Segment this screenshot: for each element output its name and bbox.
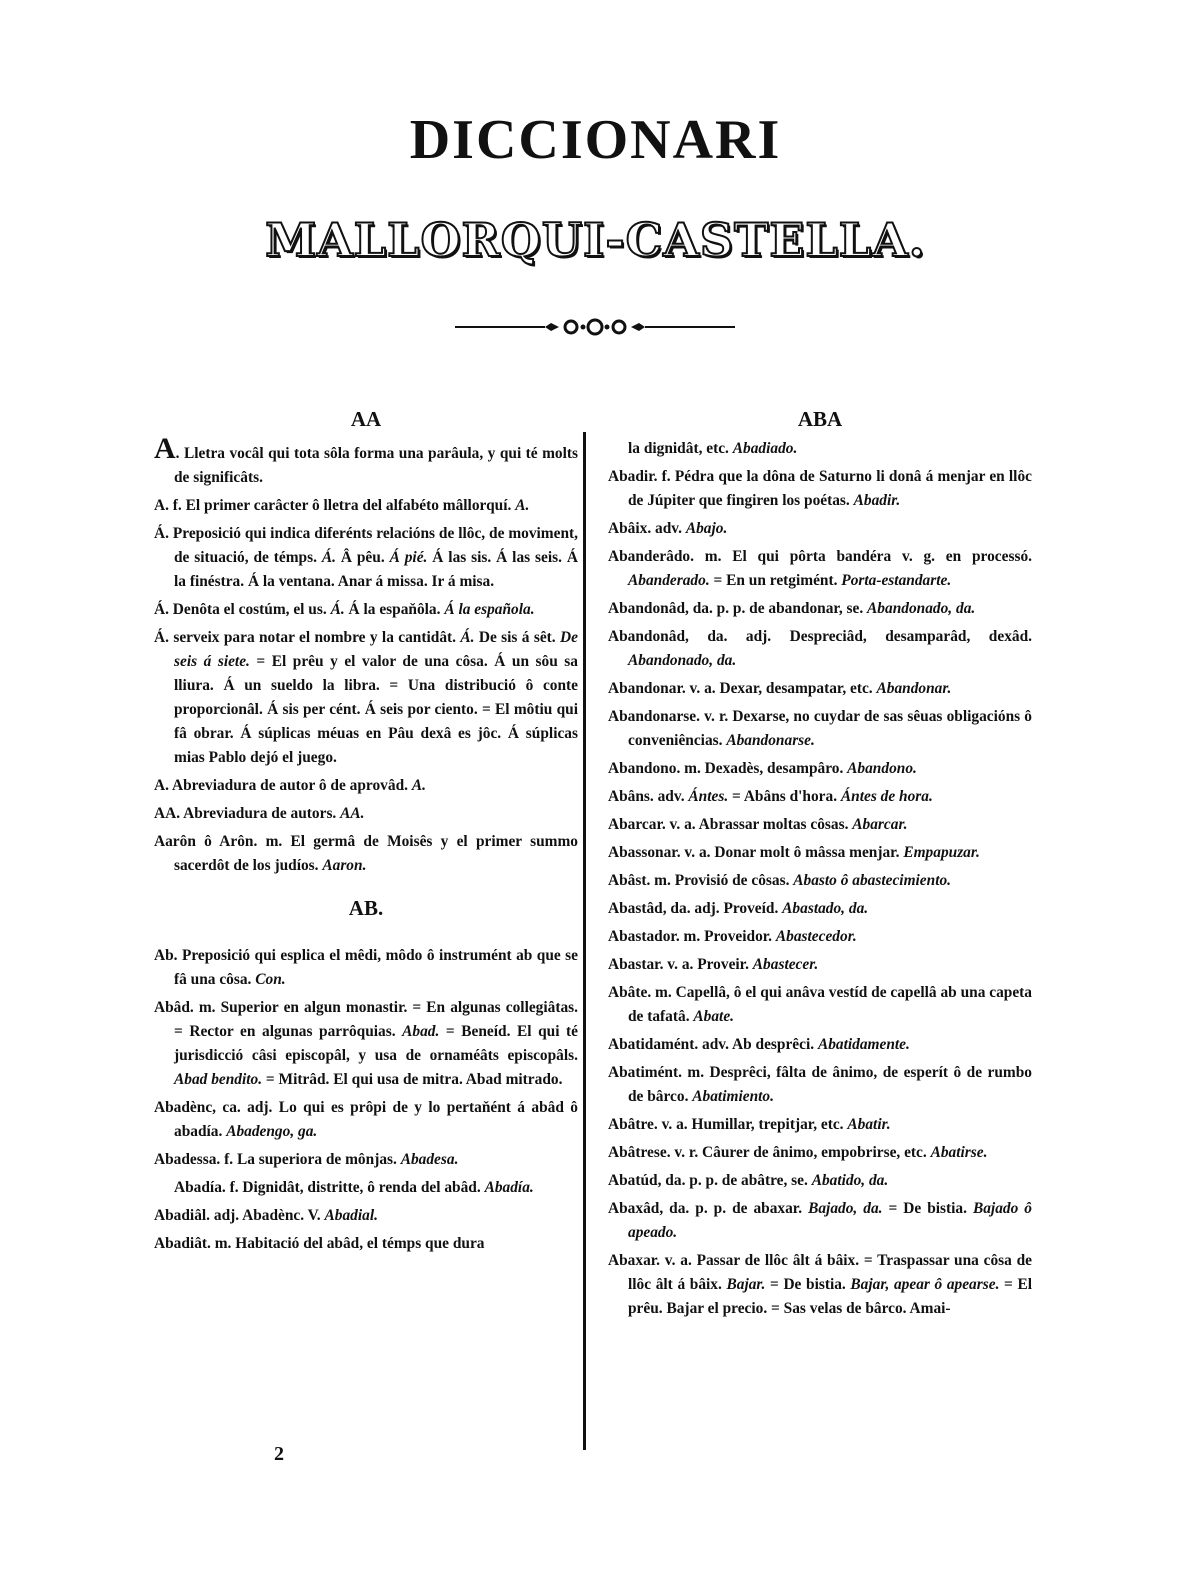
dictionary-entry [154, 1096, 578, 1144]
entry-text: Abarcar. v. a. Abrassar moltas côsas. [608, 816, 853, 833]
entry-text: Abaxar. v. a. Passar de llôc âlt á bâix. = Traspassar una côsa de llôc âlt á bâix. [608, 1252, 1032, 1293]
entry-translation: Abastecedor. [775, 928, 857, 945]
entry-text: Á. serveix para notar el nombre y la cantidât. [154, 629, 461, 646]
entry-translation: Bajar. [726, 1276, 766, 1293]
dictionary-entry [608, 925, 1032, 949]
entry-text: Á. Preposició qui indica diferénts relacións de llôc, de moviment, de situació, de témps. [154, 525, 578, 566]
entry-translation: Á pié. [389, 549, 428, 566]
dictionary-entry [608, 545, 1032, 593]
left-entries-ab [154, 944, 578, 1256]
page-number: 2 [274, 1443, 284, 1465]
entry-text: Abâte. m. Capellâ, ô el qui anâva vestíd de capellâ ab una capeta de tafatâ. [608, 984, 1032, 1025]
dictionary-entry [154, 522, 578, 594]
dictionary-entry [608, 869, 1032, 893]
entry-translation: Abad bendito. [174, 1071, 263, 1088]
dictionary-entry [608, 465, 1032, 513]
entry-translation: Abajo. [685, 520, 728, 537]
entry-translation: Abastecer. [752, 956, 819, 973]
right-column [608, 405, 1032, 1325]
entry-translation: Abarcar. [852, 816, 908, 833]
entry-translation: Á. [460, 629, 475, 646]
entry-text: A. f. El primer carâcter ô lletra del alfabéto mâllorquí. [154, 497, 516, 514]
entry-text: A. Abreviadura de autor ô de aprovâd. [154, 777, 412, 794]
entry-text: = El prêu y el valor de una côsa. Á un sôu sa lliura. Á un sueldo la libra. = Una distribució ô conte proporcionâl. Á sis per cént. Á seis por ciento. = El môtiu qui fâ obrar. Á súplicas méuas en Pâu dexâ es jôc. Á súplicas mias Pablo dejó el juego. [174, 653, 578, 766]
entry-text: Abadir. f. Pédra que la dôna de Saturno li donâ á menjar en llôc de Júpiter que fingiren los poétas. [608, 468, 1032, 509]
dictionary-entry [608, 1061, 1032, 1109]
entry-text: Abastar. v. a. Proveir. [608, 956, 753, 973]
dictionary-entry [608, 1113, 1032, 1137]
dictionary-entry [608, 757, 1032, 781]
left-entries [154, 432, 578, 878]
entry-text: = El prêu. Bajar el precio. = Sas velas de bârco. Amai- [628, 1276, 1032, 1317]
entry-text: Abadiât. m. Habitació del abâd, el témps que dura [154, 1235, 485, 1252]
dictionary-entry [154, 944, 578, 992]
entry-text: = Beneíd. El qui té jurisdicció câsi episcopâl, y usa de ornaméâts episcopâls. [174, 1023, 578, 1064]
entry-translation: Abandonar. [876, 680, 952, 697]
section-head-ab: AB. [348, 896, 384, 920]
entry-translation: Abasto ô abastecimiento. [793, 872, 952, 889]
entry-text: = De bistia. [765, 1276, 851, 1293]
dictionary-entry [608, 785, 1032, 809]
dictionary-entry [608, 677, 1032, 701]
entry-translation: Abandonado, da. [867, 600, 976, 617]
entry-text: Abadiâl. adj. Abadènc. V. [154, 1207, 325, 1224]
entry-text: Á. Denôta el costúm, el us. [154, 601, 331, 618]
dictionary-entry [608, 1197, 1032, 1245]
entry-translation: Bajar, apear ô apearse. [850, 1276, 1000, 1293]
entry-text: Abaxâd, da. p. p. de abaxar. [608, 1200, 809, 1217]
dictionary-entry [608, 841, 1032, 865]
entry-text: Abandonâd, da. adj. Despreciâd, desamparâd, dexâd. [608, 628, 1032, 645]
dictionary-entry [154, 774, 578, 798]
dictionary-entry [154, 996, 578, 1092]
dictionary-entry [608, 1249, 1032, 1321]
dictionary-entry [154, 802, 578, 826]
entry-text: Aarôn ô Arôn. m. El germâ de Moisês y el primer summo sacerdôt de los judíos. [154, 833, 578, 874]
entry-text: Â pêu. [335, 549, 390, 566]
dictionary-entry [608, 897, 1032, 921]
entry-text: Abandonâd, da. p. p. de abandonar, se. [608, 600, 868, 617]
ornament-divider-icon [455, 316, 735, 338]
entry-text: Abâtrese. v. r. Câurer de ânimo, empobrirse, etc. [608, 1144, 931, 1161]
entry-translation: Ántes de hora. [840, 788, 933, 805]
entry-translation: De seis á siete. [174, 629, 578, 670]
entry-translation: Abad. [402, 1023, 440, 1040]
dictionary-entry [608, 705, 1032, 753]
entry-text: Á la espaňôla. [344, 601, 445, 618]
dictionary-entry [608, 1141, 1032, 1165]
entry-translation: Abatimiento. [692, 1088, 774, 1105]
entry-text: Ab. Preposició qui esplica el mêdi, môdo ô instrumént ab que se fâ una côsa. [154, 947, 578, 988]
entry-text: = De bistia. [882, 1200, 973, 1217]
entry-translation: Con. [255, 971, 286, 988]
entry-translation: AA. [340, 805, 365, 822]
entry-text: Abastador. m. Proveidor. [608, 928, 776, 945]
entry-translation: Empapuzar. [903, 844, 980, 861]
dictionary-entry [608, 517, 1032, 541]
entry-translation: A. [515, 497, 530, 514]
dictionary-entry [154, 626, 578, 770]
entry-translation: Abadengo, ga. [226, 1123, 318, 1140]
entry-text: la dignidât, etc. [628, 440, 733, 457]
entry-text: = En un retgimént. [709, 572, 842, 589]
drop-letter: A [154, 432, 176, 465]
entry-translation: Abandonado, da. [628, 652, 737, 669]
entry-text: Abatidamént. adv. Ab desprêci. [608, 1036, 818, 1053]
entry-text: Abanderâdo. m. El qui pôrta bandéra v. g. en processó. [608, 548, 1032, 565]
entry-translation: Abanderado. [628, 572, 710, 589]
entry-text: Abandono. m. Dexadès, desampâro. [608, 760, 848, 777]
entry-text: Abâtre. v. a. Humillar, trepitjar, etc. [608, 1116, 848, 1133]
entry-translation: Abandono. [847, 760, 917, 777]
entry-text: Abâns. adv. [608, 788, 689, 805]
entry-translation: Bajado, da. [808, 1200, 883, 1217]
entry-translation: Ántes. [688, 788, 729, 805]
dictionary-entry [154, 494, 578, 518]
entry-text: Abadessa. f. La superiora de mônjas. [154, 1151, 401, 1168]
dictionary-entry [154, 432, 578, 490]
page-title: DICCIONARI [409, 109, 782, 171]
dictionary-entry [154, 1204, 578, 1228]
entry-translation: A. [411, 777, 426, 794]
dictionary-entry [608, 981, 1032, 1029]
entry-translation: Abatirse. [930, 1144, 988, 1161]
column-divider [583, 432, 586, 1450]
dictionary-entry [154, 830, 578, 878]
dictionary-entry [174, 1176, 578, 1200]
entry-translation: Abastado, da. [782, 900, 869, 917]
dictionary-entry [154, 1232, 578, 1256]
dictionary-entry [154, 598, 578, 622]
entry-text: Abastâd, da. adj. Proveíd. [608, 900, 783, 917]
dictionary-entry [608, 597, 1032, 621]
entry-translation: Abadía. [484, 1179, 534, 1196]
entry-translation: Abate. [693, 1008, 735, 1025]
entry-translation: Á la española. [444, 601, 535, 618]
entry-text: = Abâns d'hora. [728, 788, 841, 805]
entry-text: AA. Abreviadura de autors. [154, 805, 341, 822]
entry-translation: Á. [321, 549, 336, 566]
dictionary-entry [608, 1169, 1032, 1193]
dictionary-entry [608, 1033, 1032, 1057]
entry-translation: Porta-estandarte. [841, 572, 952, 589]
entry-text: Abâd. m. Superior en algun monastir. = En algunas collegiâtas. = Rector en algunas parrôquias. [154, 999, 578, 1040]
dictionary-entry [608, 953, 1032, 977]
entry-translation: Abatir. [847, 1116, 891, 1133]
entry-text: Abandonar. v. a. Dexar, desampatar, etc. [608, 680, 877, 697]
entry-text: Abadía. f. Dignidât, distritte, ô renda del abâd. [174, 1179, 485, 1196]
entry-translation: Á. [330, 601, 345, 618]
page-subtitle: MALLORQUI-CASTELLA. [265, 213, 926, 267]
entry-translation: Abandonarse. [726, 732, 815, 749]
dictionary-entry [154, 1148, 578, 1172]
dictionary-entry [608, 625, 1032, 673]
entry-translation: Abadiado. [732, 440, 798, 457]
left-column [154, 405, 578, 1260]
entry-text: Abatimént. m. Desprêci, fâlta de ânimo, de esperít ô de rumbo de bârco. [608, 1064, 1032, 1105]
entry-translation: Aaron. [322, 857, 367, 874]
entry-text: Abandonarse. v. r. Dexarse, no cuydar de sas sêuas obligacións ô conveniências. [608, 708, 1032, 749]
entry-translation: Abatidamente. [817, 1036, 910, 1053]
entry-text: Abatúd, da. p. p. de abâtre, se. [608, 1172, 812, 1189]
entry-text: Abadènc, ca. adj. Lo qui es prôpi de y lo pertaňént á abâd ô abadía. [154, 1099, 578, 1140]
dictionary-entry [608, 813, 1032, 837]
entry-text: Abassonar. v. a. Donar molt ô mâssa menjar. [608, 844, 904, 861]
entry-text: . Lletra vocâl qui tota sôla forma una parâula, y qui té molts de significâts. [174, 445, 578, 486]
running-head-left: AA [350, 407, 382, 431]
entry-text: = Mitrâd. El qui usa de mitra. Abad mitrado. [262, 1071, 563, 1088]
entry-translation: Abadesa. [400, 1151, 459, 1168]
entry-translation: Abadial. [324, 1207, 378, 1224]
running-head-right: ABA [797, 407, 843, 431]
entry-text: Á las sis. Á las seis. Á la finéstra. Á la ventana. Anar á missa. Ir á misa. [174, 549, 578, 590]
entry-text: Abâst. m. Provisió de côsas. [608, 872, 794, 889]
dictionary-entry [608, 437, 1032, 461]
entry-translation: Abadir. [853, 492, 901, 509]
entry-translation: Bajado ô apeado. [628, 1200, 1032, 1241]
entry-translation: Abatido, da. [811, 1172, 889, 1189]
entry-text: Abâix. adv. [608, 520, 686, 537]
entry-text: De sis á sêt. [474, 629, 561, 646]
right-entries [608, 437, 1032, 1321]
